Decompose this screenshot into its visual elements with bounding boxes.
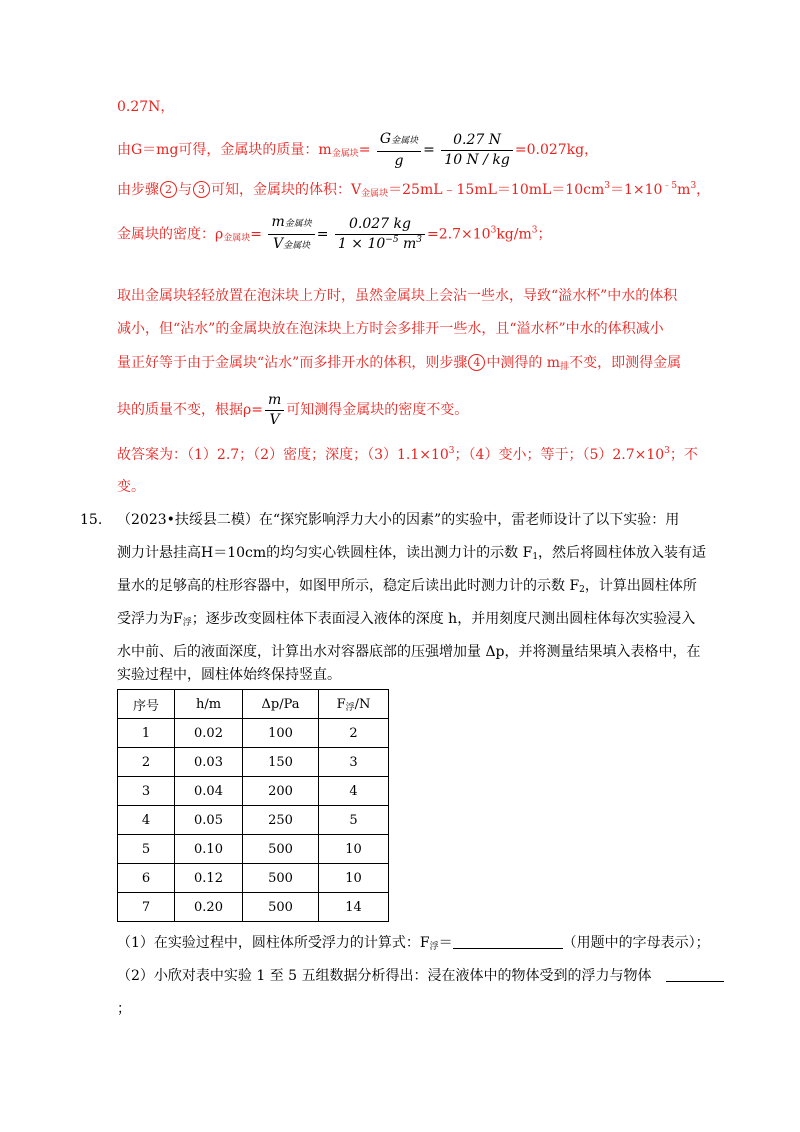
sub2-text: （2）小欣对表中实验 1 至 5 五组数据分析得出：浸在液体中的物体受到的浮力与物体 (117, 968, 652, 984)
fraction-denominator: V (269, 411, 280, 428)
fraction-denominator: 10 N / kg (444, 151, 510, 168)
mass-text-pre: 由G＝mg可得，金属块的质量：m (117, 142, 332, 158)
para3-subscript: 排 (560, 362, 570, 372)
density-result: =2.7×10 (427, 226, 491, 243)
table-cell: 2 (118, 748, 175, 777)
fraction-denominator: 1 × 10 (337, 236, 386, 252)
q-line2-sub: 1 (532, 552, 539, 562)
volume-text-a: 可知，金属块的体积：V (211, 182, 362, 198)
table-row (118, 893, 389, 922)
table-cell: 0.05 (175, 806, 243, 835)
density-end: ； (537, 226, 552, 243)
density-unit-sup: 3 (531, 225, 538, 236)
table-cell: 2 (319, 719, 389, 748)
fraction-g-over-g (377, 131, 421, 170)
solution-volume-line (117, 181, 710, 199)
fraction-weight-over-g (441, 132, 513, 169)
question-line-1: （2023•扶绥县二模）在“探究影响浮力大小的因素”的实验中，雷老师设计了以下实验：用 (117, 512, 680, 528)
density-subscript: 金属块 (223, 233, 251, 244)
step-2-circle: 2 (160, 181, 177, 198)
equals-sign: = (316, 226, 329, 243)
header-f-unit: /N (354, 696, 371, 712)
table-cell: 500 (243, 864, 319, 893)
volume-sup-2: ﹣5 (662, 181, 678, 191)
fraction-numerator: 0.027 kg (335, 216, 425, 235)
fraction-numerator: m (271, 214, 285, 230)
answer-line (117, 446, 698, 464)
question-line-6: 实验过程中，圆柱体始终保持竖直。 (117, 667, 341, 683)
volume-subscript: 金属块 (361, 189, 389, 199)
table-header-cell: 序号 (118, 690, 175, 719)
fraction-den-sup2: 3 (416, 235, 423, 245)
fraction-numerator: G (379, 130, 392, 147)
table-cell: 0.10 (175, 835, 243, 864)
fraction-den-unit: m (398, 236, 417, 252)
q-line2-a: 测力计悬挂高H＝10cm的均匀实心铁圆柱体，读出测力计的示数 F (117, 545, 533, 561)
q-line2-b: ，然后将圆柱体放入装有适 (538, 545, 707, 561)
table-row (118, 719, 389, 748)
answer-sup-2: 3 (664, 446, 670, 456)
para4-pre: 块的质量不变，根据ρ= (117, 402, 263, 418)
table-row (118, 806, 389, 835)
fraction-numerator: 0.27 N (441, 132, 513, 151)
table-cell: 0.12 (175, 864, 243, 893)
para4-post: 可知测得金属块的密度不变。 (286, 402, 469, 418)
table-cell: 100 (243, 719, 319, 748)
table-header-row (118, 690, 389, 719)
step-4-circle: 4 (468, 354, 485, 371)
answer-b: ；（4）变小；等于；（5）2.7×10 (454, 447, 665, 463)
solution-density-line (117, 214, 551, 255)
volume-text-pre: 由步骤 (117, 182, 159, 198)
answer-a: 故答案为：（1）2.7；（2）密度；深度；（3）1.1×10 (117, 447, 449, 463)
answer-sup-1: 3 (448, 446, 455, 456)
answer-blank-1[interactable] (453, 935, 563, 949)
header-f: F (336, 696, 346, 712)
table-cell: 0.02 (175, 719, 243, 748)
density-text-pre: 金属块的密度：ρ (117, 226, 224, 243)
question-line-3 (117, 577, 697, 595)
question-number: 15. (80, 512, 103, 528)
q-line4-b: ；逐步改变圆柱体下表面浸入液体的深度 h，并用刻度尺测出圆柱体每次实验浸入 (191, 611, 696, 627)
mass-subscript: 金属块 (331, 149, 359, 159)
para3-pre: 量正好等于由于金属块“沾水”而多排开水的体积，则步骤 (117, 355, 468, 371)
volume-text-mid: 与 (178, 182, 192, 198)
sub1-text-b: ＝ (438, 935, 453, 951)
q-line3-sub: 2 (579, 585, 585, 595)
volume-sup-3: 3 (690, 181, 697, 191)
header-f-sub: 浮 (345, 702, 355, 713)
mass-result: =0.027kg， (514, 142, 599, 158)
fraction-mass-over-volume (335, 216, 425, 253)
step-3-circle: 3 (193, 181, 210, 198)
table-cell: 0.04 (175, 777, 243, 806)
table-cell: 5 (118, 835, 175, 864)
volume-text-b: ＝25mL﹣15mL＝10mL＝10cm (388, 182, 605, 198)
fraction-numerator-sub: 金属块 (391, 135, 419, 146)
table-cell: 10 (319, 864, 389, 893)
table-cell: 3 (319, 748, 389, 777)
question-line-5: 水中前、后的液面深度，计算出水对容器底部的压强增加量 Δp，并将测量结果填入表格中，在 (117, 644, 701, 660)
table-cell: 7 (118, 893, 175, 922)
sub1-text-a: （1）在实验过程中，圆柱体所受浮力的计算式：F (117, 935, 430, 951)
fraction-denominator-sub: 金属块 (283, 241, 311, 251)
fraction-m-over-v (268, 214, 314, 255)
table-cell: 500 (243, 893, 319, 922)
table-cell: 200 (243, 777, 319, 806)
solution-line-1: 0.27N， (117, 99, 175, 115)
fraction-denominator: g (394, 152, 404, 169)
table-cell: 6 (118, 864, 175, 893)
answer-line-2: 变。 (117, 479, 145, 495)
para3-mid: 中测得的 m (486, 355, 561, 371)
table-header-cell: h/m (175, 690, 243, 719)
table-cell: 250 (243, 806, 319, 835)
para3-post: 不变，即测得金属 (569, 355, 682, 371)
density-sup: 3 (490, 225, 497, 236)
fraction-numerator-sub: 金属块 (284, 219, 312, 229)
volume-text-c: ＝1×10 (609, 182, 663, 198)
equals-sign: = (358, 142, 371, 158)
table-row (118, 777, 389, 806)
q-line3-b: ，计算出圆柱体所 (584, 578, 697, 594)
equals-sign: = (250, 226, 262, 243)
solution-mass-line (117, 130, 598, 170)
solution-para-line-2: 减小，但“沾水”的金属块放在泡沫块上方时会多排开一些水，且“溢水杯”中水的体积减小 (117, 321, 664, 337)
subquestion-2 (117, 967, 724, 985)
table-cell: 0.03 (175, 748, 243, 777)
table-cell: 4 (118, 806, 175, 835)
fraction-rho-formula (265, 392, 284, 429)
question-line-2 (117, 544, 706, 562)
table-cell: 10 (319, 835, 389, 864)
sub1-text-c: （用题中的字母表示）； (562, 935, 710, 951)
q-line4-a: 受浮力为F (117, 611, 183, 627)
answer-blank-2[interactable] (666, 968, 724, 982)
answer-c: ；不 (669, 447, 698, 463)
table-cell: 1 (118, 719, 175, 748)
q-line4-sub: 浮 (182, 618, 192, 628)
solution-para-line-1: 取出金属块轻轻放置在泡沫块上方时，虽然金属块上会沾一些水，导致“溢水杯”中水的体积 (117, 288, 678, 304)
table-cell: 5 (319, 806, 389, 835)
table-header-cell (319, 690, 389, 719)
table-row (118, 864, 389, 893)
table-cell: 150 (243, 748, 319, 777)
volume-sup-1: 3 (604, 181, 610, 191)
subquestion-1 (117, 934, 710, 952)
table-cell: 500 (243, 835, 319, 864)
fraction-numerator: m (265, 392, 284, 411)
fraction-den-sup: −5 (385, 235, 399, 245)
table-header-cell: Δp/Pa (243, 690, 319, 719)
table-cell: 3 (118, 777, 175, 806)
volume-text-d: m (677, 182, 691, 198)
solution-para-line-4 (117, 390, 468, 430)
table-cell: 14 (319, 893, 389, 922)
question-line-4 (117, 610, 695, 628)
subquestion-2-end: ； (117, 1001, 131, 1017)
table-row (118, 748, 389, 777)
equals-sign: = (423, 142, 435, 158)
fraction-denominator: V (273, 236, 284, 252)
solution-para-line-3 (117, 354, 681, 372)
data-table (117, 689, 389, 922)
table-cell: 4 (319, 777, 389, 806)
volume-text-e: ， (696, 182, 711, 198)
table-cell: 0.20 (175, 893, 243, 922)
q-line3-a: 量水的足够高的柱形容器中，如图甲所示，稳定后读出此时测力计的示数 F (117, 578, 580, 594)
table-row (118, 835, 389, 864)
density-unit: kg/m (496, 226, 532, 243)
sub1-subscript: 浮 (429, 942, 439, 952)
